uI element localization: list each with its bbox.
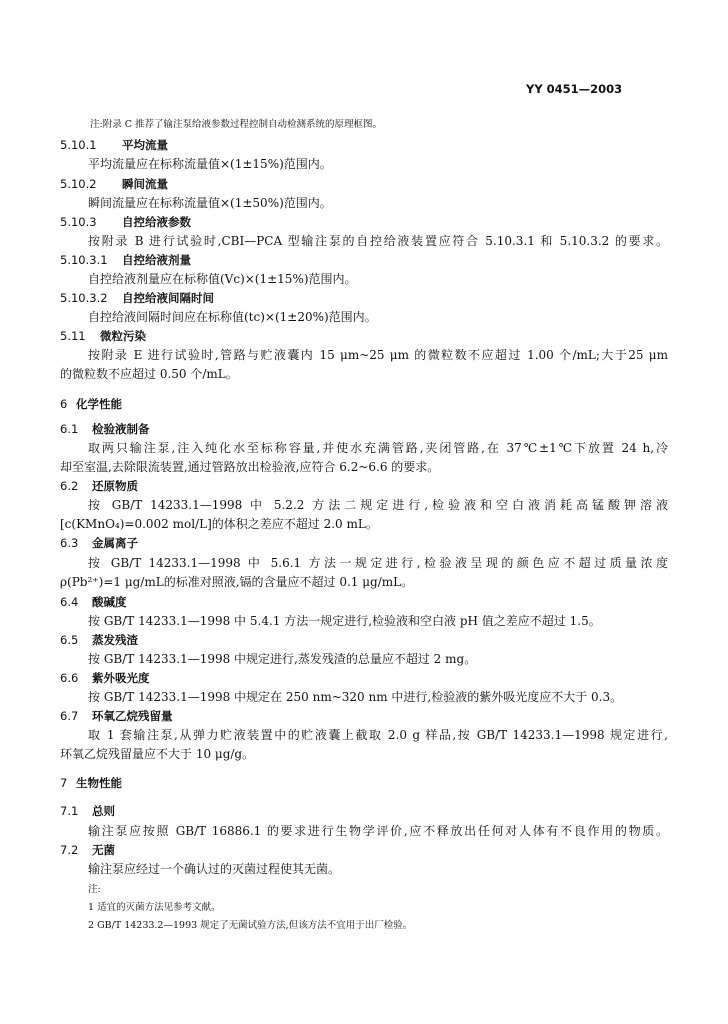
- para-7-2: 输注泵应经过一个确认过的灭菌过程使其无菌。: [88, 862, 341, 876]
- para-5-11-line1: 按附录 E 进行试验时,管路与贮液囊内 15 μm~25 μm 的微粒数不应超过 1.00 个/mL;大于25 μm: [88, 348, 668, 362]
- para-6-2-line2: [c(KMnO₄)=0.002 mol/L]的体积之差应不超过 2.0 mL。: [60, 517, 378, 531]
- note-label: 注:: [88, 884, 101, 895]
- heading-7-1: 7.1 总则: [60, 804, 115, 818]
- para-6-7-line1: 取 1 套输注泵,从弹力贮液装置中的贮液囊上截取 2.0 g 样品,按 GB/T 14233.1—1998 规定进行,: [88, 728, 668, 742]
- para-6-5: 按 GB/T 14233.1—1998 中规定进行,蒸发残渣的总量应不超过 2 mg。: [88, 652, 477, 666]
- heading-6-7: 6.7 环氧乙烷残留量: [60, 709, 173, 723]
- para-6-3-line1: 按 GB/T 14233.1—1998 中 5.6.1 方法一规定进行,检验液呈现的颜色应不超过质量浓度: [88, 556, 668, 570]
- para-5-10-3-2: 自控给液间隔时间应在标称值(tc)×(1±20%)范围内。: [88, 310, 377, 324]
- para-6-7-line2: 环氧乙烷残留量应不大于 10 μg/g。: [60, 747, 255, 761]
- para-5-10-3: 按附录 B 进行试验时,CBI—PCA 型输注泵的自控给液装置应符合 5.10.3.1 和 5.10.3.2 的要求。: [88, 234, 668, 248]
- para-5-11-line2: 的微粒数不应超过 0.50 个/mL。: [60, 367, 238, 381]
- heading-5-11: 5.11 微粒污染: [60, 329, 146, 343]
- heading-6-6: 6.6 紫外吸光度: [60, 671, 150, 685]
- para-7-1: 输注泵应按照 GB/T 16886.1 的要求进行生物学评价,应不释放出任何对人体有不良作用的物质。: [88, 824, 668, 838]
- heading-5-10-3-1: 5.10.3.1 自控给液剂量: [60, 253, 191, 267]
- note-2: 2 GB/T 14233.2—1993 规定了无菌试验方法,但该方法不宜用于出厂检验。: [88, 920, 413, 931]
- heading-6: 6 化学性能: [60, 397, 122, 411]
- para-6-2-line1: 按 GB/T 14233.1—1998 中 5.2.2 方法二规定进行,检验液和空白液消耗高锰酸钾溶液: [88, 498, 668, 512]
- heading-7: 7 生物性能: [60, 776, 122, 790]
- standard-code: YY 0451—2003: [526, 82, 623, 96]
- para-5-10-3-1: 自控给液剂量应在标称值(Vc)×(1±15%)范围内。: [88, 272, 357, 286]
- para-5-10-2: 瞬间流量应在标称流量值×(1±50%)范围内。: [88, 196, 332, 210]
- note-annex-c: 注:附录 C 推荐了输注泵给液参数过程控制自动检测系统的原理框图。: [90, 119, 383, 130]
- note-1: 1 适宜的灭菌方法见参考文献。: [88, 902, 221, 913]
- heading-6-3: 6.3 金属离子: [60, 536, 138, 550]
- heading-6-2: 6.2 还原物质: [60, 479, 138, 493]
- para-6-6: 按 GB/T 14233.1—1998 中规定在 250 nm~320 nm 中进行,检验液的紫外吸光度应不大于 0.3。: [88, 690, 623, 704]
- para-6-4: 按 GB/T 14233.1—1998 中 5.4.1 方法一规定进行,检验液和空白液 pH 值之差应不超过 1.5。: [88, 614, 601, 628]
- heading-6-1: 6.1 检验液制备: [60, 422, 150, 436]
- heading-5-10-1: 5.10.1 平均流量: [60, 138, 168, 152]
- para-6-3-line2: ρ(Pb²⁺)=1 μg/mL的标准对照液,镉的含量应不超过 0.1 μg/mL。: [60, 575, 414, 589]
- para-6-1-line2: 却至室温,去除限流装置,通过管路放出检验液,应符合 6.2~6.6 的要求。: [60, 460, 440, 474]
- heading-6-4: 6.4 酸碱度: [60, 595, 127, 609]
- heading-5-10-3: 5.10.3 自控给液参数: [60, 215, 191, 229]
- para-6-1-line1: 取两只输注泵,注入纯化水至标称容量,并使水充满管路,夹闭管路,在 37℃±1℃下放置 24 h,冷: [88, 441, 668, 455]
- heading-5-10-3-2: 5.10.3.2 自控给液间隔时间: [60, 291, 214, 305]
- heading-6-5: 6.5 蒸发残渣: [60, 633, 138, 647]
- heading-5-10-2: 5.10.2 瞬间流量: [60, 177, 168, 191]
- heading-7-2: 7.2 无菌: [60, 843, 115, 857]
- para-5-10-1: 平均流量应在标称流量值×(1±15%)范围内。: [88, 157, 332, 171]
